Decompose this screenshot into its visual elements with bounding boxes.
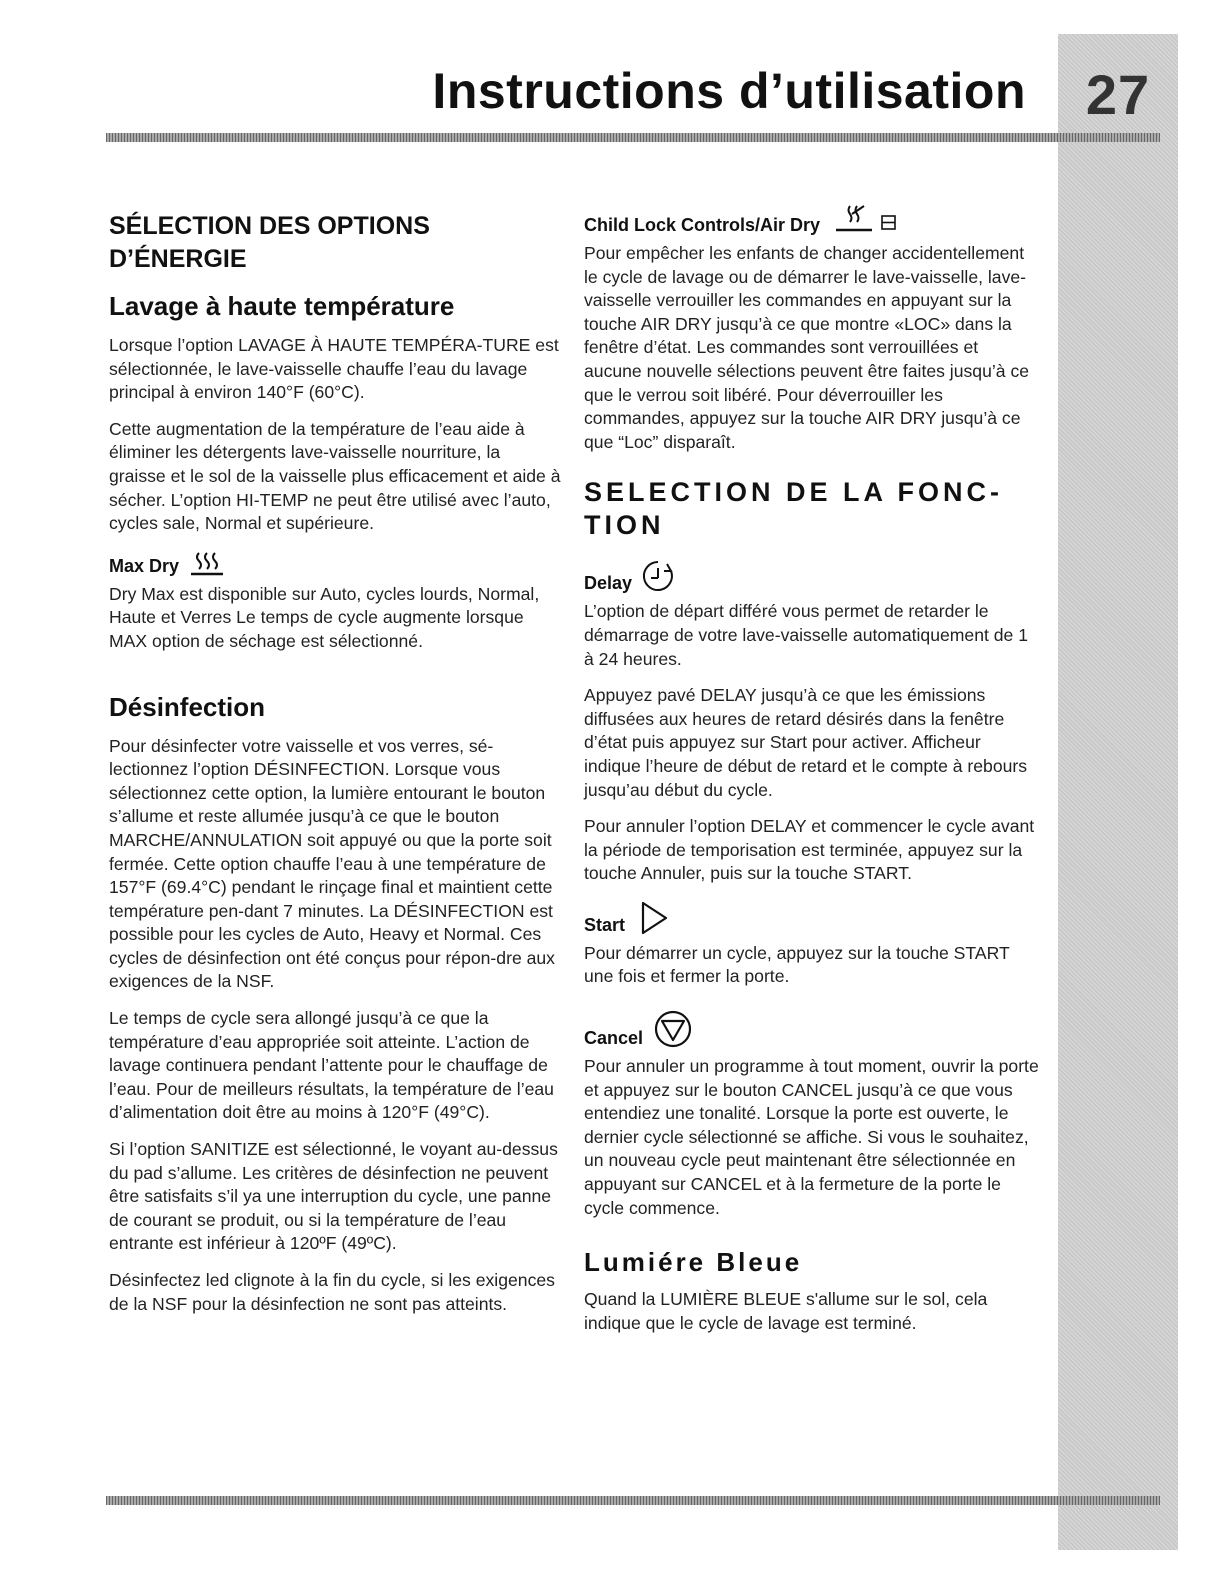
delay-header	[584, 558, 1040, 594]
cancel-paragraph: Pour annuler un programme à tout moment, ouvrir la porte et appuyez sur le bouton CANCEL jusqu’à ce que vous entendiez une tonalité. Lorsque la porte est ouverte, le dernier cycle sélectionné se affiche. Si vous le souhaitez, un nouveau cycle peut maintenant être sélectionnée en appuyant sur CANCEL et à la fermeture de la porte le cycle commence.	[584, 1056, 1039, 1218]
max-dry-header	[109, 549, 561, 577]
delay-clock-icon	[640, 558, 676, 594]
sanitize-paragraph-2: Le temps de cycle sera allongé jusqu’à ce que la température d’eau appropriée soit atteinte. L’action de lavage continuera pendant l’attente pour le chauffage de l’eau. Pour de meilleurs résultats, la température de l’eau d’alimentation doit être au moins à 120°F (49°C).	[109, 1008, 554, 1123]
start-label: Start	[584, 914, 626, 935]
heading-function-selection: SELECTION DE LA FONC-TION	[584, 477, 1003, 541]
cancel-triangle-icon	[651, 1009, 695, 1049]
sanitize-paragraph-4: Désinfectez led clignote à la fin du cycle, si les exigences de la NSF pour la désinfection ne sont pas atteints.	[109, 1270, 555, 1314]
heading-energy-options: SÉLECTION DES OPTIONS D’ÉNERGIE	[109, 212, 430, 273]
header-rule	[106, 133, 1160, 142]
page-title: Instructions d’utilisation	[432, 63, 1026, 119]
footer-rule	[106, 1496, 1160, 1505]
delay-paragraph-3: Pour annuler l’option DELAY et commencer le cycle avant la période de temporisation est terminée, appuyez sur la touche Annuler, puis sur la touche START.	[584, 816, 1035, 884]
cancel-label: Cancel	[584, 1028, 644, 1049]
child-lock-header	[584, 202, 1040, 236]
start-header	[584, 900, 1040, 936]
max-dry-paragraph: Dry Max est disponible sur Auto, cycles lourds, Normal, Haute et Verres Le temps de cycle augmente lorsque MAX option de séchage est sélectionné.	[109, 583, 540, 651]
child-lock-label: Child Lock Controls/Air Dry	[584, 215, 821, 235]
left-column	[109, 198, 561, 1329]
right-column	[584, 198, 1040, 1348]
hot-wash-paragraph-1: Lorsque l’option LAVAGE À HAUTE TEMPÉRA-TURE est sélectionnée, le lave-vaisselle chauffe l’eau du lavage principal à environ 140°F (60°C).	[109, 335, 559, 403]
sanitize-paragraph-3: Si l’option SANITIZE est sélectionné, le voyant au-dessus du pad s’allume. Les critères de désinfection ne peuvent être satisfaits s’il ya une interruption du cycle, une panne de courant se produit, ou si la température de l’eau entrante est inférieur à 120ºF (49ºC).	[109, 1139, 558, 1254]
heading-blue-light: Lumiére Bleue	[584, 1247, 803, 1278]
delay-paragraph-2: Appuyez pavé DELAY jusqu’à ce que les émissions diffusées aux heures de retard désirés dans la fenêtre d’état puis appuyez sur Start pour activer. Afficheur indique l’heure de début de retard et le compte à rebours jusqu’au début du cycle.	[584, 685, 1028, 800]
delay-paragraph-1: L’option de départ différé vous permet de retarder le démarrage de votre lave-vaisselle automatiquement de 1 à 24 heures.	[584, 601, 1029, 669]
start-paragraph: Pour démarrer un cycle, appuyez sur la touche START une fois et fermer la porte.	[584, 942, 1010, 987]
max-dry-label: Max Dry	[109, 555, 180, 576]
heading-sanitize: Désinfection	[109, 691, 266, 722]
side-tab-strip	[1058, 34, 1178, 1550]
heading-hot-wash: Lavage à haute température	[109, 291, 455, 321]
delay-label: Delay	[584, 573, 633, 594]
air-dry-lock-icon	[828, 202, 902, 236]
sanitize-paragraph-1: Pour désinfecter votre vaisselle et vos verres, sé-lectionnez l’option DÉSINFECTION. Lorsque vous sélectionnez cette option, la lumière entourant le bouton s’allume et reste allumée jusqu’à ce que le bouton MARCHE/ANNULATION soit appuyé ou que la porte soit fermée. Cette option chauffe l’eau à une température de 157°F (69.4°C) pendant le rinçage final et maintient cette température pen-dant 7 minutes. La DÉSINFECTION est possible pour les cycles de Auto, Heavy et Normal. Ces cycles de désinfection ont été conçus pour répon-dre aux exigences de la NSF.	[109, 735, 555, 992]
blue-light-paragraph: Quand la LUMIÈRE BLEUE s'allume sur le sol, cela indique que le cycle de lavage est terminé.	[584, 1289, 988, 1333]
cancel-header	[584, 1009, 1040, 1049]
start-play-icon	[633, 900, 673, 936]
child-lock-paragraph: Pour empêcher les enfants de changer accidentellement le cycle de lavage ou de démarrer le lave-vaisselle, lave-vaisselle verrouiller les commandes en appuyant sur la touche AIR DRY jusqu’à ce que montre «LOC» dans la fenêtre d’état. Les commandes sont verrouillées et aucune nouvelle sélections peuvent être faites jusqu’à ce que le verrou soit libéré. Pour déverrouiller les commandes, appuyez sur la touche AIR DRY jusqu’à ce que “Loc” disparaît.	[584, 243, 1030, 452]
heat-waves-icon	[187, 549, 227, 577]
page-number: 27	[1085, 63, 1151, 126]
hot-wash-paragraph-2: Cette augmentation de la température de l’eau aide à éliminer les détergents lave-vaisselle nourriture, la graisse et le sol de la vaisselle plus efficacement et aide à sécher. L’option HI-TEMP ne peut être utilisé avec l’auto, cycles sale, Normal et supérieure.	[109, 418, 561, 534]
